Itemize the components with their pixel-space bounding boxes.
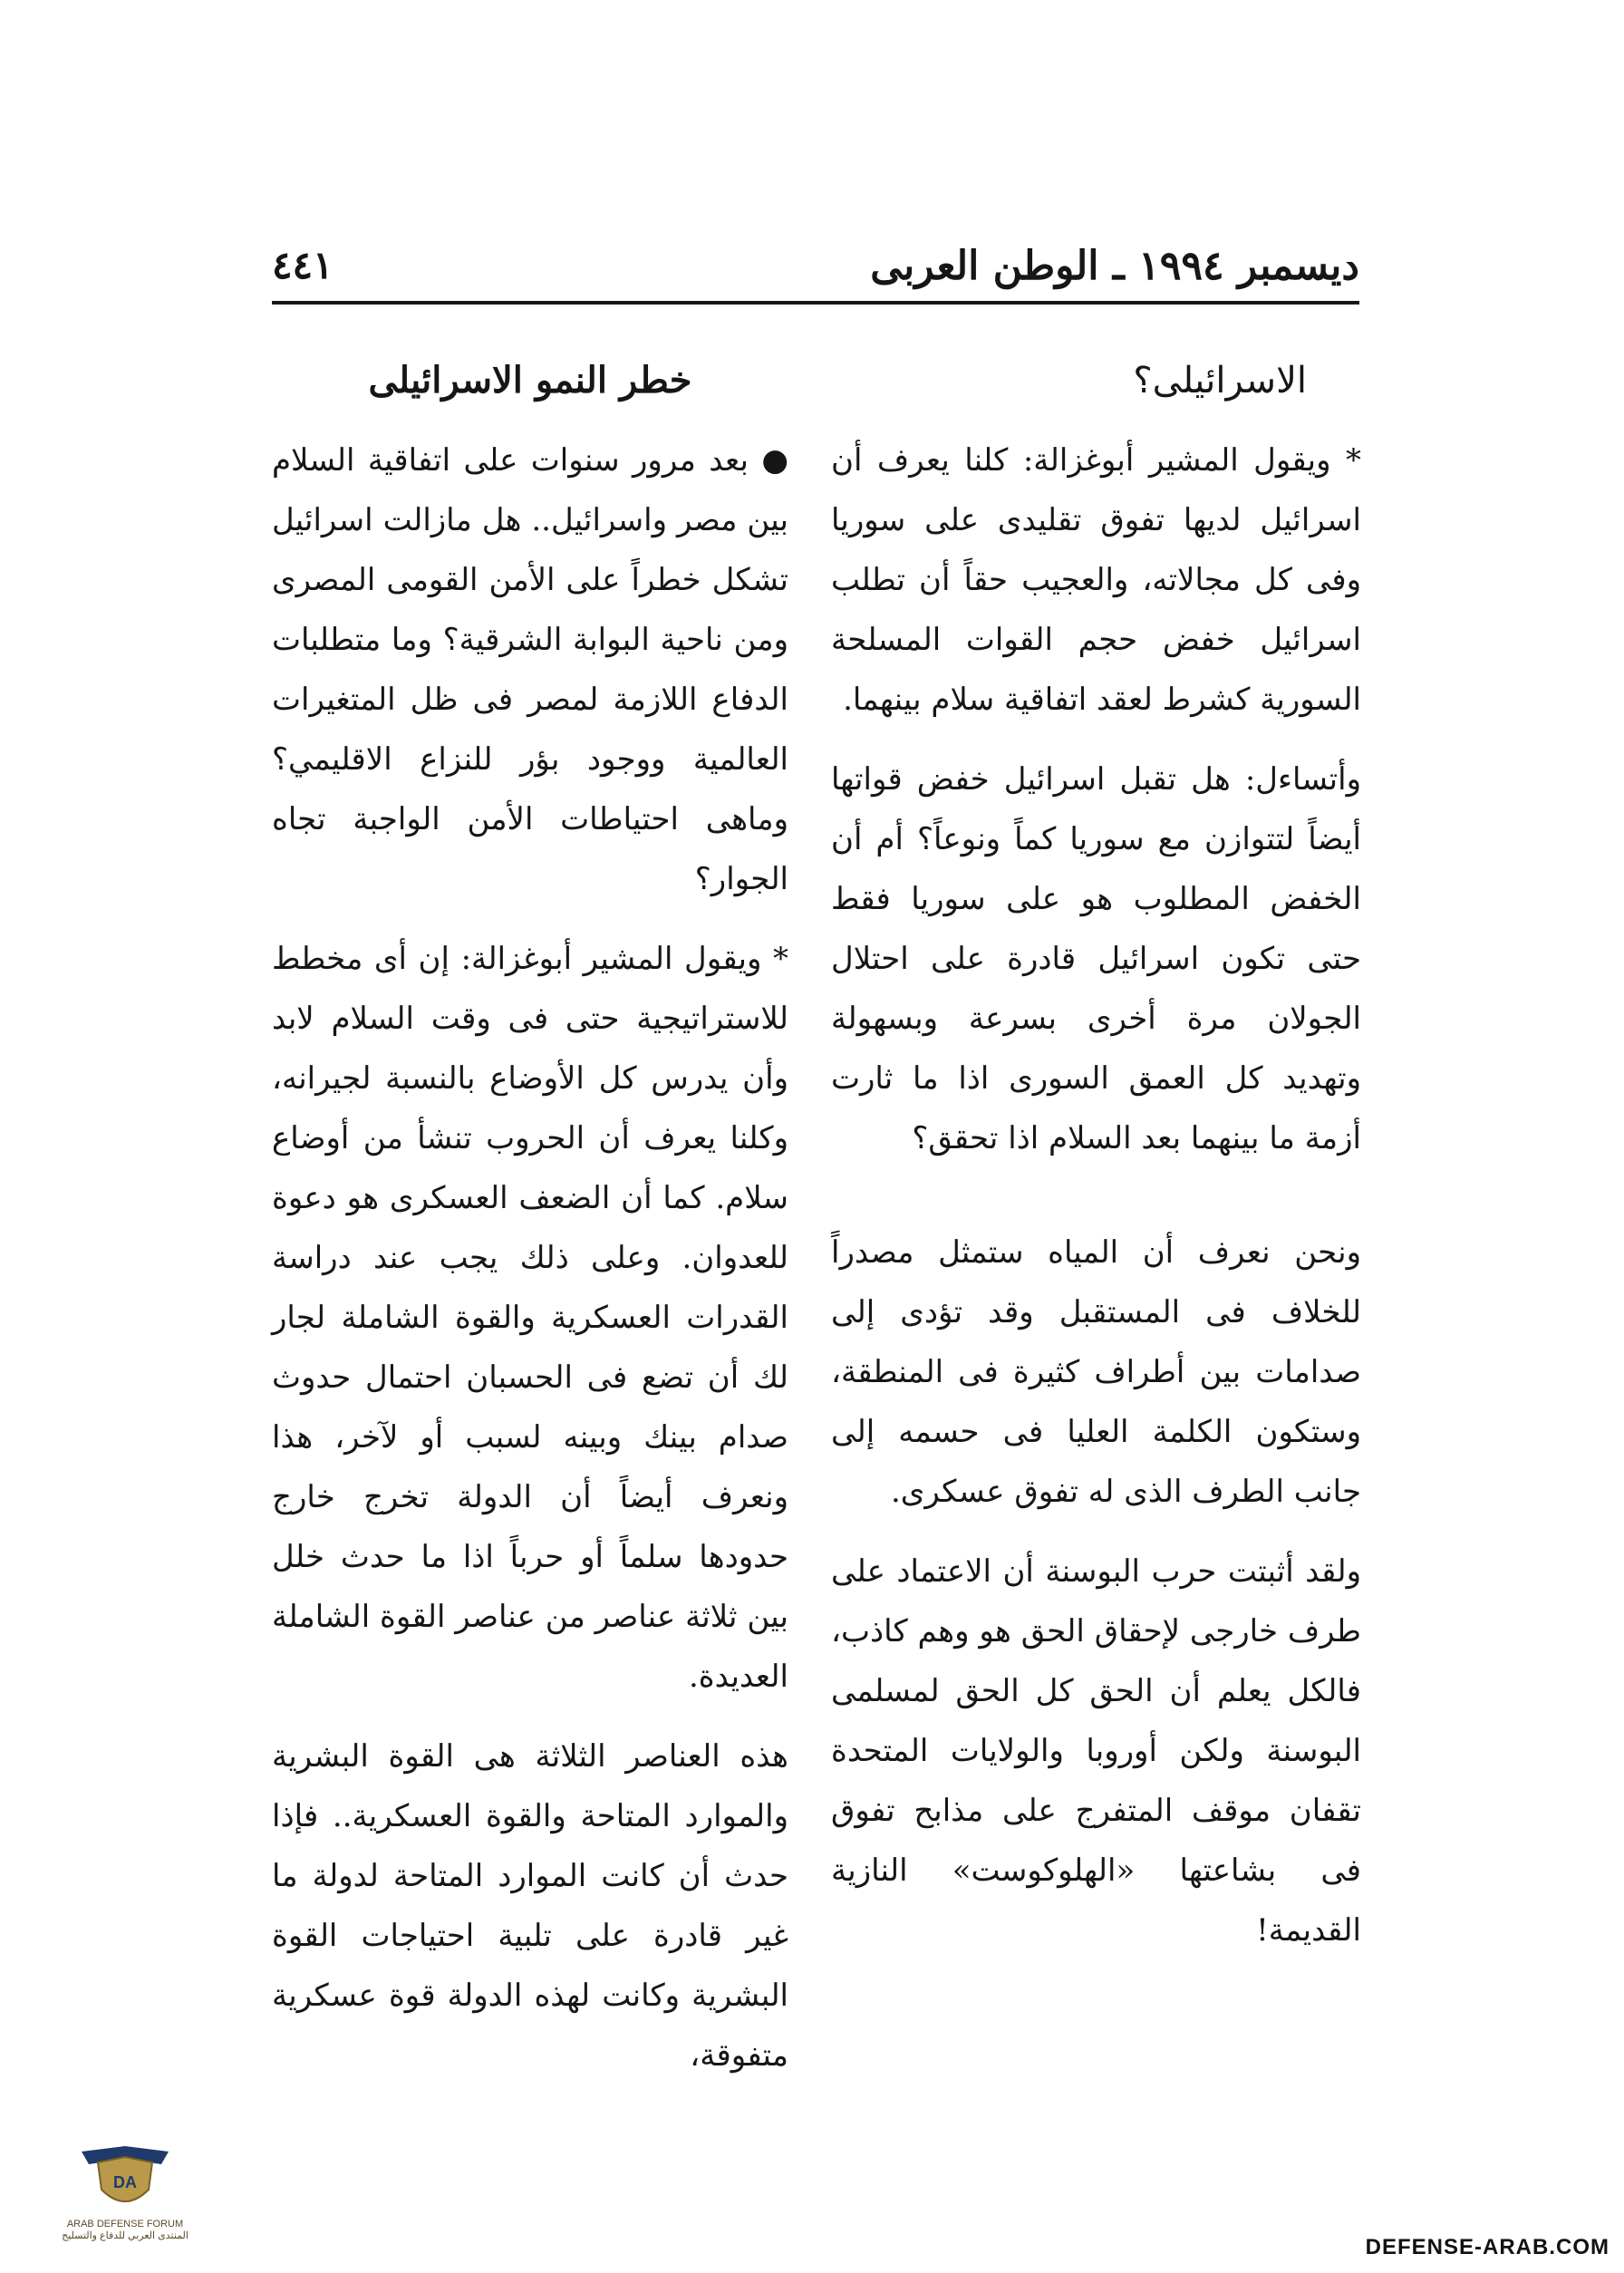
page-number: ٤٤١ <box>272 243 334 287</box>
right-column <box>831 349 1361 1980</box>
paragraph: * ويقول المشير أبوغزالة: إن أى مخطط للاستراتيجية حتى فى وقت السلام لابد وأن يدرس كل الأوضاع بالنسبة لجيرانه، وكلنا يعرف أن الحروب تنشأ من أوضاع سلام. كما أن الضعف العسكرى هو دعوة للعدوان. وعلى ذلك يجب عند دراسة القدرات العسكرية والقوة الشاملة لجار لك أن تضع فى الحسبان احتمال حدوث صدام بينك وبينه لسبب أو لآخر، هذا ونعرف أيضاً أن الدولة تخرج خارج حدودها سلماً أو حرباً اذا ما حدث خلل بين ثلاثة عناصر من عناصر القوة الشاملة العديدة. <box>272 941 788 1695</box>
site-watermark[interactable]: DEFENSE-ARAB.COM <box>1365 2235 1610 2259</box>
header-rule <box>272 301 1359 305</box>
logo-title: ARAB DEFENSE FORUM <box>66 2219 184 2229</box>
right-column-heading: الاسرائيلى؟ <box>1133 360 1307 401</box>
logo-abbr: DA <box>113 2173 137 2191</box>
running-head-title: ديسمبر ١٩٩٤ ـ الوطن العربى <box>870 243 1359 289</box>
left-column <box>272 349 788 2105</box>
paragraph: ● بعد مرور سنوات على اتفاقية السلام بين مصر واسرائيل.. هل مازالت اسرائيل تشكل خطراً على الأمن القومى المصرى ومن ناحية البوابة الشرقية؟ وما متطلبات الدفاع اللازمة لمصر فى ظل المتغيرات العالمية ووجود بؤر للنزاع الاقليمي؟ وماهى احتياطات الأمن الواجبة تجاه الجوار؟ <box>272 442 788 897</box>
paragraph: ولقد أثبتت حرب البوسنة أن الاعتماد على طرف خارجى لإحقاق الحق هو وهم كاذب، فالكل يعلم أن الحق كل الحق لمسلمى البوسنة ولكن أوروبا والولايات المتحدة تقفان موقف المتفرج على مذابح تفوق فى بشاعتها «الهلوكوست» النازية القديمة! <box>831 1553 1361 1949</box>
running-head <box>272 237 1359 301</box>
arab-defense-forum-logo <box>16 2144 234 2262</box>
shield-icon <box>71 2144 179 2219</box>
logo-subtitle: المنتدى العربي للدفاع والتسليح <box>62 2230 188 2241</box>
paragraph: هذه العناصر الثلاثة هى القوة البشرية والموارد المتاحة والقوة العسكرية.. فإذا حدث أن كانت الموارد المتاحة لدولة ما غير قادرة على تلبية احتياجات القوة البشرية وكانت لهذه الدولة قوة عسكرية متفوقة، <box>272 1738 788 2074</box>
paragraph: ونحن نعرف أن المياه ستمثل مصدراً للخلاف فى المستقبل وقد تؤدى إلى صدامات بين أطراف كثيرة فى المنطقة، وستكون الكلمة العليا فى حسمه إلى جانب الطرف الذى له تفوق عسكرى. <box>831 1234 1361 1510</box>
paragraph: * ويقول المشير أبوغزالة: كلنا يعرف أن اسرائيل لديها تفوق تقليدى على سوريا وفى كل مجالاته، والعجيب حقاً أن تطلب اسرائيل خفض حجم القوات المسلحة السورية كشرط لعقد اتفاقية سلام بينهما. <box>831 442 1361 718</box>
paragraph: وأتساءل: هل تقبل اسرائيل خفض قواتها أيضاً لتتوازن مع سوريا كماً ونوعاً؟ أم أن الخفض المطلوب هو على سوريا فقط حتى تكون اسرائيل قادرة على احتلال الجولان مرة أخرى بسرعة وبسهولة وتهديد كل العمق السورى اذا ما ثارت أزمة ما بينهما بعد السلام اذا تحقق؟ <box>831 761 1361 1156</box>
section-heading: خطر النمو الاسرائيلى <box>368 359 692 401</box>
